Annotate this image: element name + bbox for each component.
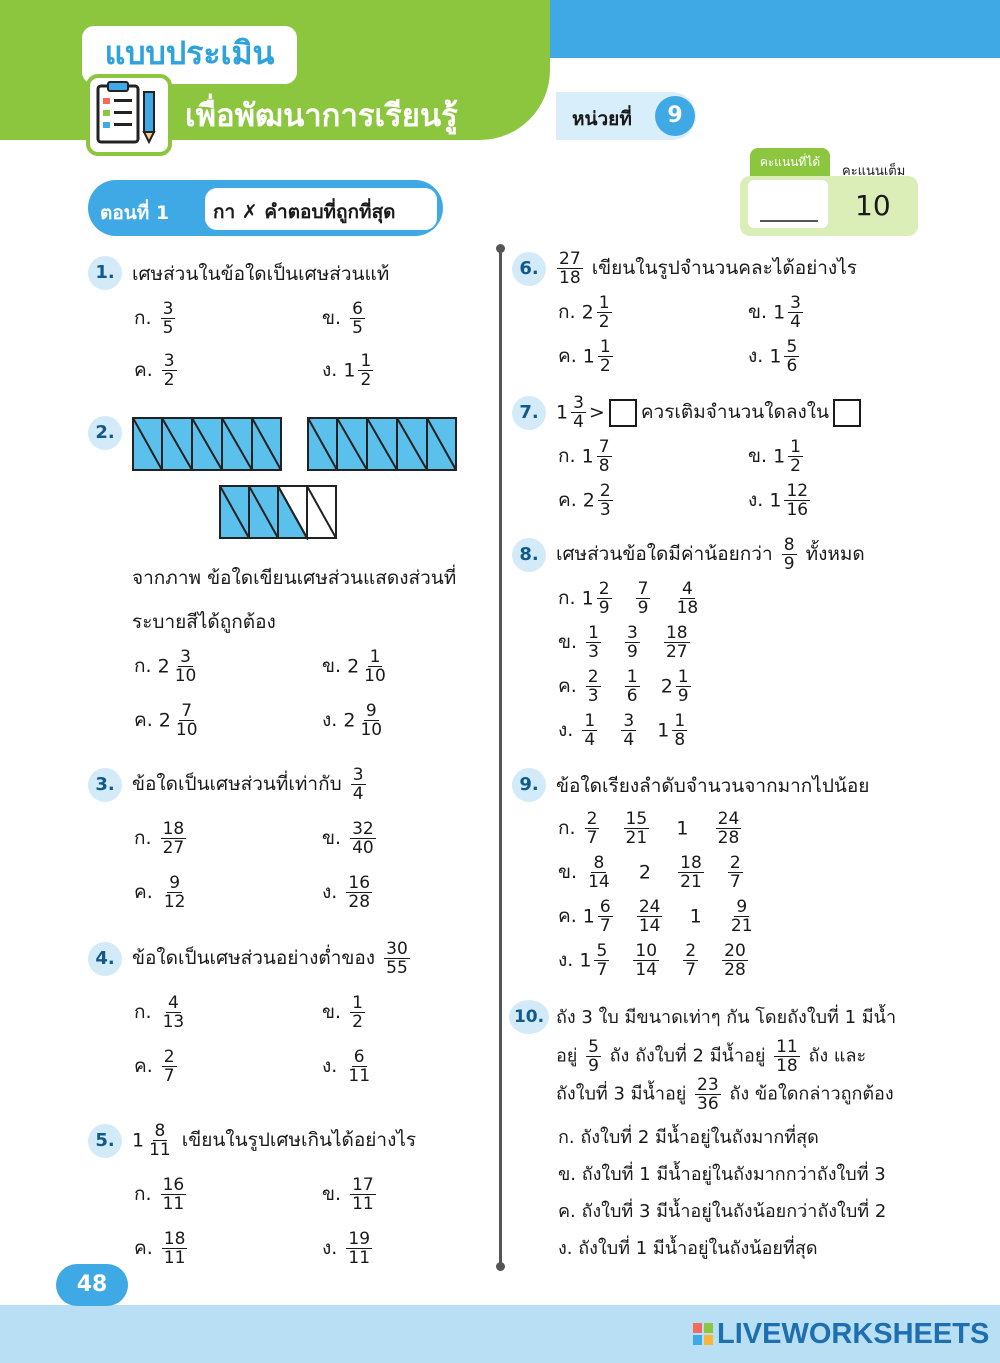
choice-d[interactable]: [322, 702, 387, 739]
choice-a[interactable]: [134, 820, 189, 857]
numerator: 1: [626, 667, 638, 687]
choice-label: ง.: [322, 359, 338, 381]
numerator: 5: [786, 337, 798, 357]
bar-2: [308, 418, 456, 470]
choice-a[interactable]: [558, 438, 615, 475]
denominator: 18: [776, 1056, 798, 1076]
question-number: 8.: [512, 538, 546, 572]
denominator: 3: [599, 500, 611, 520]
numerator: 18: [665, 623, 688, 643]
denominator: 3: [587, 686, 599, 706]
denominator: 7: [596, 960, 608, 980]
numerator: 2: [685, 941, 697, 961]
choice-c[interactable]: [134, 352, 180, 389]
unit-label: หน่วยที่: [572, 108, 632, 130]
question-text-cont: ระบายสีได้ถูกต้อง: [132, 611, 276, 633]
denominator: 55: [386, 958, 408, 978]
choice-c[interactable]: ค. ถังใบที่ 3 มีน้ำอยู่ในถังน้อยกว่าถังใบที่ 2: [558, 1201, 887, 1222]
question-text-span: ทั้งหมด: [805, 543, 865, 565]
choice-label: ก.: [558, 445, 576, 467]
numerator: 4: [682, 579, 693, 599]
choice-label: ก.: [134, 827, 152, 849]
denominator: 11: [352, 1194, 374, 1214]
question-text: [132, 766, 369, 803]
numerator: 24: [638, 897, 661, 917]
denominator: 9: [588, 1056, 599, 1076]
choice-a[interactable]: [558, 294, 615, 331]
choice-label: ง.: [322, 1237, 338, 1259]
choice-label: ข.: [558, 631, 578, 653]
numerator: 1: [584, 711, 596, 731]
numerator: 3: [627, 623, 638, 643]
denominator: 5: [162, 318, 174, 338]
whole-number: 2: [581, 301, 594, 324]
score-full-label: คะแนนเต็ม: [842, 164, 906, 179]
choice-c[interactable]: [134, 702, 203, 739]
choice-label: ข.: [322, 1001, 342, 1023]
choice-b[interactable]: [322, 648, 391, 685]
divider-dot-top: [496, 244, 505, 253]
whole-number: 1: [581, 587, 594, 610]
question-number: 10.: [509, 1000, 549, 1034]
denominator: 36: [697, 1094, 719, 1114]
question-text-span: ถัง ถังใบที่ 2 มีน้ำอยู่: [609, 1045, 766, 1067]
choice-label: ง.: [322, 1055, 338, 1077]
numerator: 2: [587, 667, 599, 687]
whole-number: 2: [347, 655, 360, 678]
denominator: 11: [163, 1248, 186, 1268]
choice-b[interactable]: [322, 994, 368, 1031]
whole-number: 1: [769, 489, 782, 512]
question-text-span: เขียนในรูปเศษเกินได้อย่างไร: [181, 1129, 417, 1151]
denominator: 21: [625, 828, 648, 848]
numerator: 7: [181, 701, 193, 721]
denominator: 21: [730, 916, 753, 936]
numerator: 2: [729, 853, 741, 873]
numerator: 1: [598, 293, 610, 313]
bar-1: [133, 418, 281, 470]
question-number: 7.: [512, 396, 546, 430]
denominator: 2: [360, 370, 372, 390]
whole-number: 1: [132, 1129, 145, 1152]
denominator: 18: [676, 598, 699, 618]
denominator: 6: [626, 686, 638, 706]
numerator: 5: [596, 941, 608, 961]
choice-label: ก.: [134, 655, 152, 677]
numerator: 1: [790, 437, 801, 457]
column-divider: [499, 248, 502, 1268]
choice-label: ข.: [748, 445, 768, 467]
question-text-span: ข้อใดเป็นเศษส่วนอย่างต่ำของ: [132, 947, 376, 969]
choice-label: ก.: [134, 307, 152, 329]
page-number: 48: [56, 1264, 128, 1306]
numerator: 18: [163, 1229, 186, 1249]
denominator: 4: [623, 730, 635, 750]
question-text-span: ถัง ข้อใดกล่าวถูกต้อง: [729, 1083, 894, 1105]
choice-label: ข.: [322, 827, 342, 849]
denominator: 7: [586, 828, 598, 848]
question-text: [554, 250, 857, 287]
choice-label: ค.: [134, 709, 153, 731]
denominator: 9: [627, 642, 638, 662]
whole-number: 1: [556, 401, 569, 424]
choice-c[interactable]: [558, 898, 758, 935]
choice-c[interactable]: [134, 1230, 190, 1267]
denominator: 4: [584, 730, 596, 750]
divider-dot-bottom: [496, 1262, 505, 1271]
whole-number: 1: [689, 905, 702, 928]
denominator: 8: [674, 730, 686, 750]
numerator: 1: [677, 667, 689, 687]
question-number: 3.: [88, 768, 122, 802]
whole-number: 1: [773, 445, 786, 468]
choice-c[interactable]: [558, 668, 694, 705]
denominator: 28: [348, 892, 371, 912]
numerator: 7: [637, 579, 649, 599]
choice-d[interactable]: [748, 482, 813, 519]
numerator: 12: [786, 481, 809, 501]
numerator: 23: [697, 1075, 719, 1095]
denominator: 9: [783, 554, 795, 574]
choice-b[interactable]: [322, 1176, 379, 1213]
denominator: 27: [665, 642, 688, 662]
choice-label: ค.: [134, 881, 153, 903]
numerator: 9: [365, 701, 377, 721]
choice-d[interactable]: [322, 1230, 375, 1267]
choice-label: ง.: [748, 345, 764, 367]
numerator: 3: [623, 711, 635, 731]
denominator: 27: [162, 838, 185, 858]
choice-label: ก.: [558, 587, 576, 609]
choice-label: ง.: [748, 489, 764, 511]
numerator: 3: [573, 393, 584, 413]
denominator: 7: [685, 960, 697, 980]
denominator: 9: [598, 598, 610, 618]
title-line1: แบบประเมิน: [82, 26, 297, 84]
numerator: 3: [163, 351, 175, 371]
choice-label: ง.: [322, 709, 338, 731]
choice-label: ค.: [134, 1055, 153, 1077]
denominator: 2: [163, 370, 175, 390]
denominator: 10: [364, 666, 386, 686]
choice-d[interactable]: [558, 942, 751, 979]
denominator: 2: [352, 1012, 363, 1032]
choice-b[interactable]: [748, 438, 806, 475]
choice-label: ข.: [558, 861, 578, 883]
numerator: 5: [588, 1037, 599, 1057]
denominator: 10: [360, 720, 383, 740]
denominator: 10: [175, 720, 198, 740]
denominator: 11: [149, 1140, 171, 1160]
whole-number: 1: [581, 445, 594, 468]
whole-number: 2: [660, 675, 673, 698]
numerator: 7: [598, 437, 610, 457]
choice-label: ค.: [558, 489, 577, 511]
choice-label: ง.: [558, 719, 574, 741]
whole-number: 1: [343, 359, 356, 382]
bar-3: [220, 486, 336, 538]
choice-d[interactable]: [748, 338, 802, 375]
denominator: 4: [790, 312, 801, 332]
choice-label: ค.: [134, 359, 153, 381]
question-text: ข้อใดเรียงลำดับจำนวนจากมากไปน้อย: [556, 775, 870, 797]
numerator: 30: [386, 939, 408, 959]
choice-label: ก.: [134, 1183, 152, 1205]
choice-c[interactable]: [558, 482, 616, 519]
question-text: เศษส่วนในข้อใดเป็นเศษส่วนแท้: [132, 263, 390, 285]
numerator: 6: [599, 897, 611, 917]
question-text-line3: [556, 1076, 894, 1113]
denominator: 18: [559, 268, 581, 288]
numerator: 1: [369, 647, 381, 667]
choice-b[interactable]: [558, 854, 746, 891]
choice-label: ข.: [322, 1183, 342, 1205]
question-text: จากภาพ ข้อใดเขียนเศษส่วนแสดงส่วนที่: [132, 567, 457, 589]
choice-a[interactable]: [558, 810, 744, 847]
answer-box: [833, 399, 861, 427]
question-text-span: เขียนในรูปจำนวนคละได้อย่างไร: [591, 257, 857, 279]
denominator: 11: [348, 1248, 371, 1268]
denominator: 2: [598, 312, 610, 332]
numerator: 24: [717, 809, 740, 829]
question-number: 2.: [88, 416, 122, 450]
question-number: 5.: [88, 1124, 122, 1158]
choice-a[interactable]: [558, 580, 703, 617]
question-text-span: ควรเติมจำนวนใดลงใน: [640, 401, 830, 423]
numerator: 10: [635, 941, 658, 961]
choice-label: ค.: [558, 675, 577, 697]
question-text: [132, 1122, 416, 1159]
numerator: 15: [625, 809, 648, 829]
numerator: 8: [593, 853, 605, 873]
question-text-span: เศษส่วนข้อใดมีค่าน้อยกว่า: [556, 543, 773, 565]
numerator: 2: [586, 809, 598, 829]
numerator: 1: [352, 993, 363, 1013]
choice-label: ง.: [558, 949, 574, 971]
choice-a[interactable]: ก. ถังใบที่ 2 มีน้ำอยู่ในถังมากที่สุด: [558, 1127, 819, 1148]
numerator: 27: [559, 249, 581, 269]
whole-number: 1: [676, 817, 689, 840]
choice-b[interactable]: [558, 624, 693, 661]
greater-than-sign: >: [588, 401, 605, 424]
numerator: 1: [674, 711, 686, 731]
unit-number: 9: [655, 96, 695, 136]
denominator: 16: [786, 500, 809, 520]
numerator: 3: [180, 647, 191, 667]
numerator: 1: [360, 351, 372, 371]
liveworksheets-icon: [692, 1322, 714, 1346]
choice-d[interactable]: [558, 712, 690, 749]
denominator: 14: [635, 960, 658, 980]
choice-c[interactable]: [134, 874, 190, 911]
choice-b[interactable]: [322, 300, 368, 337]
whole-number: 2: [343, 709, 356, 732]
choice-d[interactable]: [322, 874, 375, 911]
choice-b[interactable]: [748, 294, 806, 331]
whole-number: 1: [657, 719, 670, 742]
denominator: 11: [348, 1066, 371, 1086]
whole-number: 2: [638, 861, 651, 884]
question-number: 1.: [88, 256, 122, 290]
denominator: 14: [588, 872, 610, 892]
whole-number: 2: [158, 709, 171, 732]
question-text: [556, 536, 865, 573]
choice-a[interactable]: [134, 300, 178, 337]
numerator: 2: [598, 579, 610, 599]
choice-a[interactable]: [134, 1176, 189, 1213]
denominator: 9: [677, 686, 689, 706]
numerator: 1: [599, 337, 611, 357]
denominator: 2: [790, 456, 801, 476]
numerator: 9: [169, 873, 181, 893]
score-full-value: 10: [855, 189, 891, 222]
choice-label: ค.: [134, 1237, 153, 1259]
question-text-span: ถังใบที่ 3 มีน้ำอยู่: [556, 1083, 687, 1105]
choice-d[interactable]: [322, 1048, 375, 1085]
numerator: 16: [162, 1175, 185, 1195]
numerator: 8: [783, 535, 795, 555]
choice-label: ก.: [134, 1001, 152, 1023]
numerator: 18: [680, 853, 702, 873]
choice-label: ข.: [322, 655, 342, 677]
question-number: 6.: [512, 252, 546, 286]
whole-number: 1: [582, 345, 595, 368]
question-text-span: ข้อใดเป็นเศษส่วนที่เท่ากับ: [132, 773, 342, 795]
denominator: 6: [786, 356, 798, 376]
denominator: 14: [638, 916, 661, 936]
denominator: 2: [599, 356, 611, 376]
title-line2: เพื่อพัฒนาการเรียนรู้: [185, 98, 458, 134]
choice-label: ง.: [322, 881, 338, 903]
numerator: 3: [790, 293, 801, 313]
choice-d[interactable]: [322, 352, 376, 389]
denominator: 4: [573, 412, 584, 432]
choice-d[interactable]: ง. ถังใบที่ 1 มีน้ำอยู่ในถังน้อยที่สุด: [558, 1238, 818, 1259]
numerator: 20: [724, 941, 746, 961]
denominator: 7: [599, 916, 611, 936]
choice-label: ข.: [322, 307, 342, 329]
denominator: 7: [729, 872, 741, 892]
whole-number: 1: [582, 905, 595, 928]
choice-b[interactable]: ข. ถังใบที่ 1 มีน้ำอยู่ในถังมากกว่าถังใบที่ 3: [558, 1164, 886, 1185]
whole-number: 2: [157, 655, 170, 678]
numerator: 19: [348, 1229, 371, 1249]
denominator: 9: [637, 598, 649, 618]
denominator: 13: [162, 1012, 185, 1032]
numerator: 3: [162, 299, 174, 319]
denominator: 4: [352, 784, 364, 804]
denominator: 5: [352, 318, 363, 338]
numerator: 2: [599, 481, 611, 501]
question-text-span: อยู่: [556, 1045, 578, 1067]
numerator: 1: [588, 623, 599, 643]
numerator: 3: [352, 765, 364, 785]
choice-a[interactable]: [134, 994, 189, 1031]
numerator: 6: [352, 299, 363, 319]
brand-text: LIVEWORKSHEETS: [717, 1318, 990, 1350]
question-text: [556, 394, 865, 431]
answer-box: [609, 399, 637, 427]
choice-c[interactable]: [558, 338, 616, 375]
question-text: ถัง 3 ใบ มีขนาดเท่าๆ กัน โดยถังใบที่ 1 มีน้ำ: [556, 1007, 897, 1028]
score-obtained-label: คะแนนที่ได้: [750, 148, 830, 176]
checklist-icon: [86, 74, 172, 156]
whole-number: 1: [769, 345, 782, 368]
whole-number: 1: [773, 301, 786, 324]
choice-c[interactable]: [134, 1048, 180, 1085]
numerator: 9: [736, 897, 748, 917]
question-text: [132, 940, 413, 977]
choice-label: ก.: [558, 301, 576, 323]
choice-label: ค.: [558, 345, 577, 367]
question-text-line2: [556, 1038, 866, 1075]
whole-number: 2: [582, 489, 595, 512]
fraction-bars-diagram: [132, 416, 462, 540]
numerator: 32: [352, 819, 374, 839]
choice-label: ก.: [558, 817, 576, 839]
score-blank-line: [760, 200, 818, 222]
choice-a[interactable]: [134, 648, 201, 685]
denominator: 28: [724, 960, 746, 980]
section-instruction: กา ✗ คำตอบที่ถูกที่สุด: [213, 201, 396, 223]
numerator: 2: [163, 1047, 175, 1067]
denominator: 8: [598, 456, 610, 476]
choice-label: ข.: [748, 301, 768, 323]
numerator: 8: [154, 1121, 166, 1141]
denominator: 3: [588, 642, 599, 662]
numerator: 17: [352, 1175, 374, 1195]
numerator: 6: [353, 1047, 365, 1067]
denominator: 11: [162, 1194, 185, 1214]
denominator: 7: [163, 1066, 175, 1086]
denominator: 10: [174, 666, 197, 686]
numerator: 18: [162, 819, 185, 839]
section-label: ตอนที่ 1: [100, 202, 170, 224]
question-text-span: ถัง และ: [808, 1045, 867, 1067]
whole-number: 1: [579, 949, 592, 972]
denominator: 40: [352, 838, 374, 858]
numerator: 16: [348, 873, 371, 893]
denominator: 12: [163, 892, 186, 912]
choice-label: ค.: [558, 905, 577, 927]
denominator: 21: [680, 872, 702, 892]
question-number: 4.: [88, 942, 122, 976]
numerator: 4: [168, 993, 179, 1013]
denominator: 28: [717, 828, 740, 848]
brand-logo: [692, 1318, 989, 1351]
question-number: 9.: [512, 768, 546, 802]
numerator: 11: [776, 1037, 798, 1057]
choice-b[interactable]: [322, 820, 379, 857]
